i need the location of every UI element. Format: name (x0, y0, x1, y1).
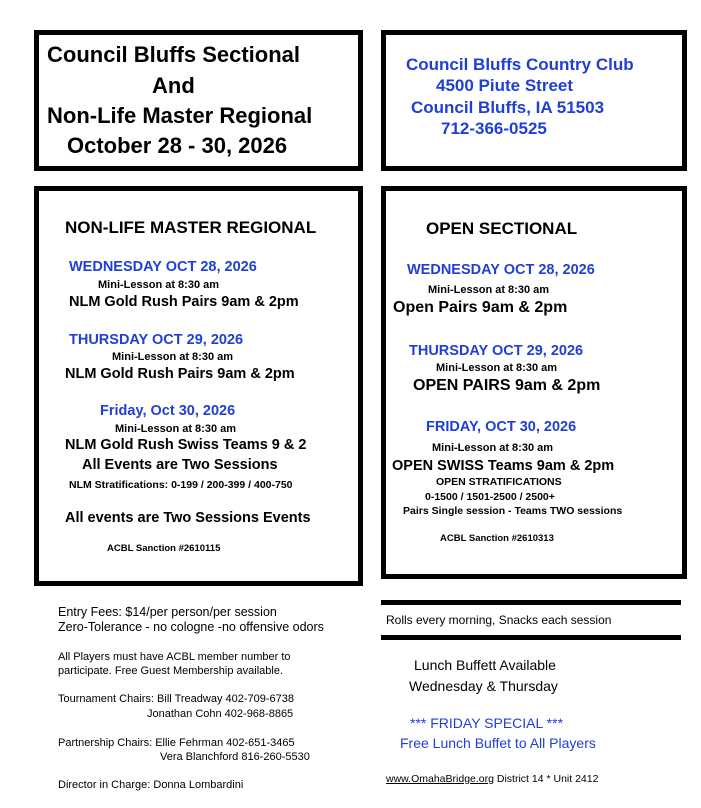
footer (386, 773, 598, 785)
nlm-day-2-event: NLM Gold Rush Pairs 9am & 2pm (65, 366, 295, 382)
nlm-day-3-date: Friday, Oct 30, 2026 (100, 403, 236, 419)
open-day-3-lesson: Mini-Lesson at 8:30 am (432, 442, 554, 454)
open-sanction: ACBL Sanction #2610313 (440, 533, 554, 544)
open-day-2-event: OPEN PAIRS 9am & 2pm (413, 377, 601, 394)
nlm-day-2-lesson: Mini-Lesson at 8:30 am (112, 351, 234, 363)
open-strat-values: 0-1500 / 1501-2500 / 2500+ (425, 491, 555, 503)
lunch-line-1: Lunch Buffett Available (414, 657, 556, 673)
open-sessions-note: Pairs Single session - Teams TWO sessions (403, 505, 623, 517)
venue-name: Council Bluffs Country Club (406, 55, 634, 74)
title-line-2: And (152, 73, 195, 98)
venue-street: 4500 Piute Street (436, 76, 574, 95)
nlm-sanction: ACBL Sanction #2610115 (107, 543, 221, 554)
website-link[interactable]: www.OmahaBridge.org (386, 773, 494, 785)
zero-tolerance: Zero-Tolerance - no cologne -no offensive odors (58, 620, 324, 634)
tournament-chair-2: Jonathan Cohn 402-968-8865 (147, 708, 294, 720)
open-day-1-event: Open Pairs 9am & 2pm (393, 299, 568, 316)
title-line-3: Non-Life Master Regional (47, 103, 313, 128)
director: Director in Charge: Donna Lombardini (58, 779, 244, 791)
open-heading: OPEN SECTIONAL (426, 219, 578, 238)
partnership-chairs: Partnership Chairs: Ellie Fehrman 402-651-3465 (58, 737, 295, 749)
open-day-1-date: WEDNESDAY OCT 28, 2026 (407, 262, 595, 278)
divider-bottom (381, 635, 681, 640)
open-strat-heading: OPEN STRATIFICATIONS (436, 476, 562, 488)
tournament-chairs: Tournament Chairs: Bill Treadway 402-709-6738 (58, 693, 295, 705)
friday-special-text: Free Lunch Buffet to All Players (400, 735, 596, 751)
nlm-events-note: All events are Two Sessions Events (65, 510, 311, 526)
nlm-day-3-event: NLM Gold Rush Swiss Teams 9 & 2 (65, 437, 307, 453)
acbl-requirement-1: All Players must have ACBL member number to (58, 651, 291, 663)
title-line-1: Council Bluffs Sectional (47, 42, 301, 67)
nlm-day-2-date: THURSDAY OCT 29, 2026 (69, 332, 244, 348)
open-day-2-lesson: Mini-Lesson at 8:30 am (436, 362, 558, 374)
nlm-regional-box (34, 186, 363, 586)
nlm-day-1-lesson: Mini-Lesson at 8:30 am (98, 279, 220, 291)
entry-fees: Entry Fees: $14/per person/per session (58, 605, 277, 619)
acbl-requirement-2: participate. Free Guest Membership available. (58, 665, 283, 677)
nlm-day-1-event: NLM Gold Rush Pairs 9am & 2pm (69, 294, 299, 310)
lunch-line-2: Wednesday & Thursday (409, 678, 558, 694)
title-dates: October 28 - 30, 2026 (67, 133, 288, 158)
nlm-day-3-lesson: Mini-Lesson at 8:30 am (115, 423, 237, 435)
divider-top (381, 600, 681, 605)
venue-city: Council Bluffs, IA 51503 (411, 98, 605, 117)
open-day-3-event: OPEN SWISS Teams 9am & 2pm (392, 458, 615, 474)
nlm-day-1-date: WEDNESDAY OCT 28, 2026 (69, 259, 257, 275)
open-day-2-date: THURSDAY OCT 29, 2026 (409, 343, 584, 359)
rolls-snacks: Rolls every morning, Snacks each session (386, 613, 612, 627)
partnership-chair-2: Vera Blanchford 816-260-5530 (160, 751, 310, 763)
friday-special-heading: *** FRIDAY SPECIAL *** (410, 715, 564, 731)
open-day-3-date: FRIDAY, OCT 30, 2026 (426, 419, 577, 435)
nlm-stratifications: NLM Stratifications: 0-199 / 200-399 / 400-750 (69, 479, 293, 491)
district-unit: District 14 * Unit 2412 (493, 773, 599, 785)
nlm-sessions-note: All Events are Two Sessions (82, 457, 278, 473)
venue-phone: 712-366-0525 (441, 119, 547, 138)
nlm-heading: NON-LIFE MASTER REGIONAL (65, 218, 317, 237)
open-day-1-lesson: Mini-Lesson at 8:30 am (428, 284, 550, 296)
